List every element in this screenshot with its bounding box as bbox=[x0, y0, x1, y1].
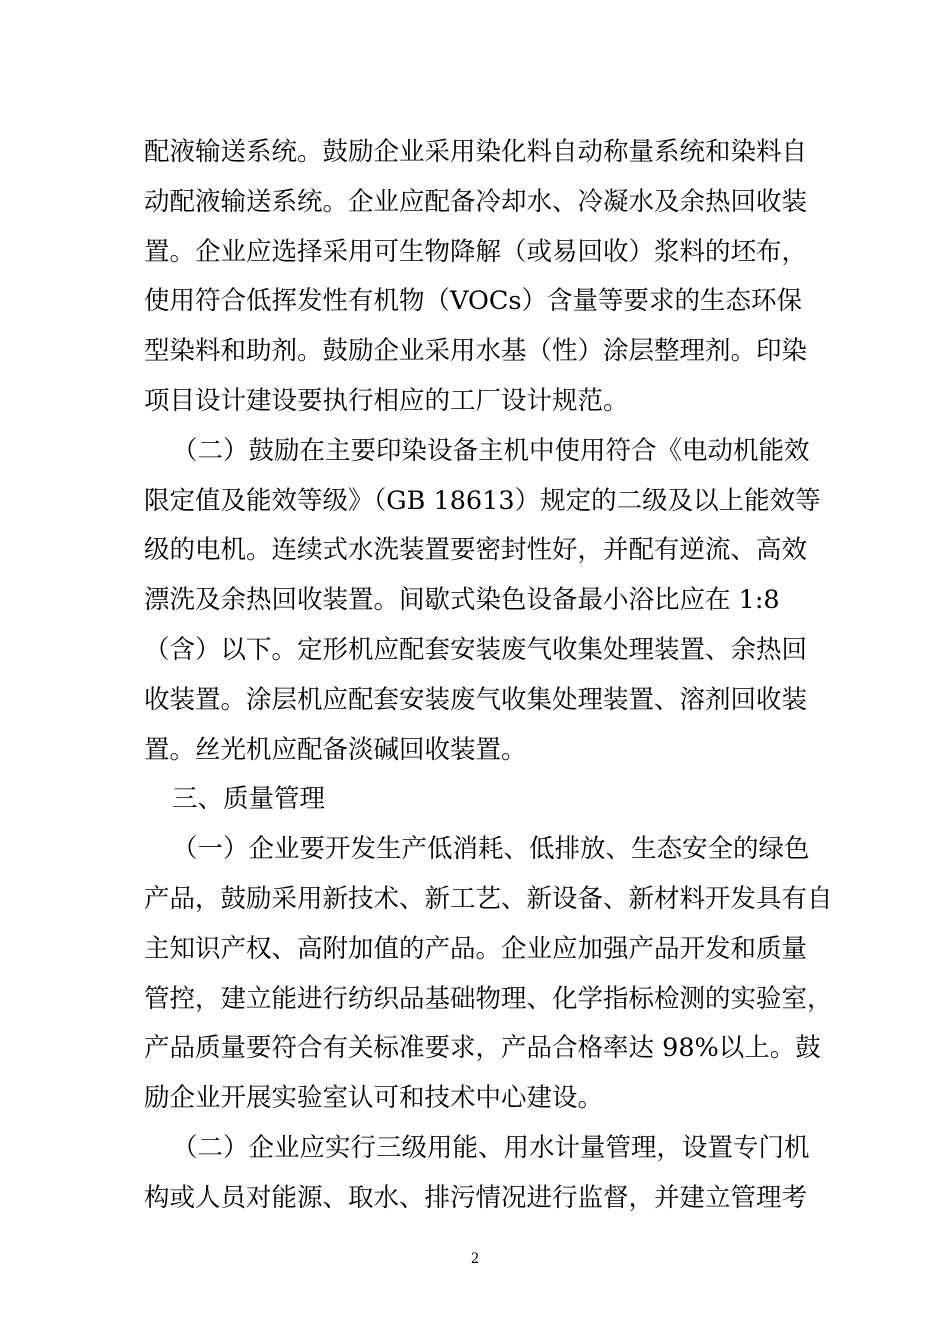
paragraph-start-line: （二）企业应实行三级用能、用水计量管理，设置专门机 bbox=[172, 1132, 810, 1163]
text-line: 管控，建立能进行纺织品基础物理、化学指标检测的实验室， bbox=[144, 983, 833, 1014]
paragraph-start-line: （一）企业要开发生产低消耗、低排放、生态安全的绿色 bbox=[172, 834, 810, 865]
text-line: 型染料和助剂。鼓励企业采用水基（性）涂层整理剂。印染 bbox=[144, 336, 808, 367]
paragraph-start-line: （二）鼓励在主要印染设备主机中使用符合《电动机能效 bbox=[172, 435, 810, 466]
text-line: 置。丝光机应配备淡碱回收装置。 bbox=[144, 734, 527, 765]
text-line: 励企业开展实验室认可和技术中心建设。 bbox=[144, 1083, 604, 1114]
text-line: 级的电机。连续式水洗装置要密封性好，并配有逆流、高效 bbox=[144, 535, 808, 566]
text-line: 漂洗及余热回收装置。间歇式染色设备最小浴比应在 1:8 bbox=[144, 585, 780, 616]
text-line: 动配液输送系统。企业应配备冷却水、冷凝水及余热回收装 bbox=[144, 186, 808, 217]
text-line: 产品，鼓励采用新技术、新工艺、新设备、新材料开发具有自 bbox=[144, 883, 833, 914]
text-line: 使用符合低挥发性有机物（VOCs）含量等要求的生态环保 bbox=[144, 286, 802, 317]
text-line: 收装置。涂层机应配套安装废气收集处理装置、溶剂回收装 bbox=[144, 684, 808, 715]
text-line: 限定值及能效等级》（GB 18613）规定的二级及以上能效等 bbox=[144, 485, 821, 516]
section-heading: 三、质量管理 bbox=[172, 784, 326, 815]
text-line: 产品质量要符合有关标准要求，产品合格率达 98%以上。鼓 bbox=[144, 1033, 821, 1064]
text-line: 配液输送系统。鼓励企业采用染化料自动称量系统和染料自 bbox=[144, 137, 808, 167]
text-line: 构或人员对能源、取水、排污情况进行监督，并建立管理考 bbox=[144, 1182, 808, 1213]
text-line: 主知识产权、高附加值的产品。企业应加强产品开发和质量 bbox=[144, 933, 808, 964]
document-body bbox=[144, 128, 833, 1224]
text-line: 置。企业应选择采用可生物降解（或易回收）浆料的坯布， bbox=[144, 236, 808, 267]
page-number: 2 bbox=[471, 1250, 479, 1267]
text-line: 项目设计建设要执行相应的工厂设计规范。 bbox=[144, 385, 629, 416]
text-line: （含）以下。定形机应配套安装废气收集处理装置、余热回 bbox=[144, 634, 808, 665]
